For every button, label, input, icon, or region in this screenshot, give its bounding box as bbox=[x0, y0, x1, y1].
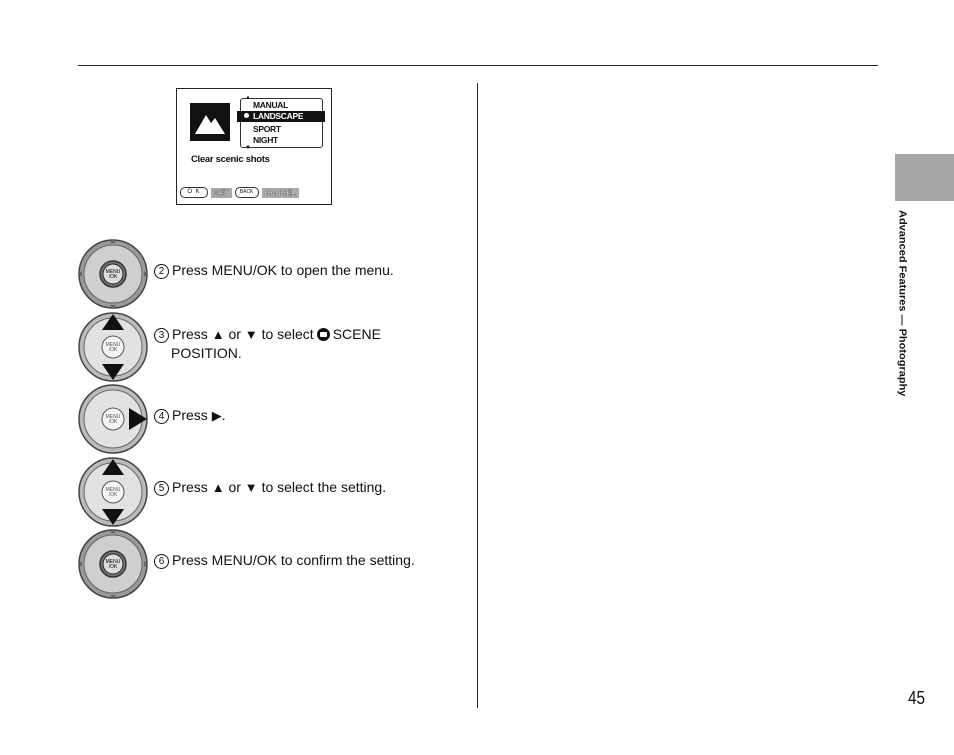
dial-right-icon bbox=[77, 383, 149, 455]
svg-text:/OK: /OK bbox=[108, 419, 118, 425]
menu-item-sport: SPORT bbox=[253, 124, 281, 134]
up-arrow-icon-2: ▲ bbox=[211, 480, 225, 495]
svg-text:MENU: MENU bbox=[105, 414, 121, 420]
scene-description: Clear scenic shots bbox=[191, 154, 270, 165]
step-6-text bbox=[154, 551, 415, 569]
dial-up-down-icon-2 bbox=[77, 456, 149, 528]
step-2-label: Press MENU/OK to open the menu. bbox=[172, 262, 394, 278]
svg-text:MENU: MENU bbox=[105, 559, 121, 565]
step-2-number: 2 bbox=[154, 264, 169, 279]
step-3-line-2: POSITION. bbox=[171, 345, 242, 361]
cancel-label: CANCEL bbox=[262, 188, 299, 198]
step-3-text: 3 Press ▲ or ▼ to select SCENE POSITION. bbox=[154, 325, 381, 362]
lcd-button-bar bbox=[180, 187, 299, 198]
svg-text:MENU: MENU bbox=[105, 269, 121, 275]
step-3-number: 3 bbox=[154, 328, 169, 343]
down-arrow-icon: ▼ bbox=[244, 327, 258, 342]
column-divider bbox=[477, 83, 478, 708]
back-button-icon: BACK bbox=[235, 187, 259, 198]
svg-text:MENU: MENU bbox=[105, 487, 121, 493]
landscape-icon bbox=[190, 103, 230, 141]
section-caption: Advanced Features — Photography bbox=[896, 210, 908, 397]
scene-position-icon bbox=[317, 328, 330, 341]
selected-bullet-icon bbox=[244, 113, 249, 118]
step-2-text bbox=[154, 261, 394, 279]
scroll-up-icon: ▲ bbox=[245, 95, 251, 101]
section-tab bbox=[895, 154, 954, 201]
step-6-label: Press MENU/OK to confirm the setting. bbox=[172, 552, 415, 568]
step-5-text: 5 Press ▲ or ▼ to select the setting. bbox=[154, 478, 386, 497]
svg-text:/OK: /OK bbox=[108, 492, 118, 498]
menu-item-night: NIGHT bbox=[253, 135, 278, 145]
ok-button-icon: O K bbox=[180, 187, 208, 198]
dial-menu-ok-pressed-icon-2 bbox=[77, 528, 149, 600]
step-6-number: 6 bbox=[154, 554, 169, 569]
menu-item-manual: MANUAL bbox=[253, 100, 289, 110]
step-5-number: 5 bbox=[154, 481, 169, 496]
svg-text:/OK: /OK bbox=[108, 274, 118, 280]
svg-text:/OK: /OK bbox=[108, 564, 118, 570]
up-arrow-icon: ▲ bbox=[211, 327, 225, 342]
menu-item-landscape: LANDSCAPE bbox=[237, 111, 325, 122]
step-4-number: 4 bbox=[154, 409, 169, 424]
down-arrow-icon-2: ▼ bbox=[244, 480, 258, 495]
step-4-text: 4 Press ▶. bbox=[154, 406, 226, 425]
lcd-screen bbox=[176, 88, 332, 205]
svg-text:MENU: MENU bbox=[105, 342, 121, 348]
right-arrow-icon: ▶ bbox=[211, 408, 222, 423]
dial-menu-ok-pressed-icon bbox=[77, 238, 149, 310]
page-number: 45 bbox=[908, 688, 926, 708]
scroll-down-icon: ▼ bbox=[245, 145, 251, 151]
dial-up-down-icon bbox=[77, 311, 149, 383]
top-rule bbox=[78, 65, 878, 66]
svg-text:/OK: /OK bbox=[108, 347, 118, 353]
set-label: SET bbox=[211, 188, 232, 198]
